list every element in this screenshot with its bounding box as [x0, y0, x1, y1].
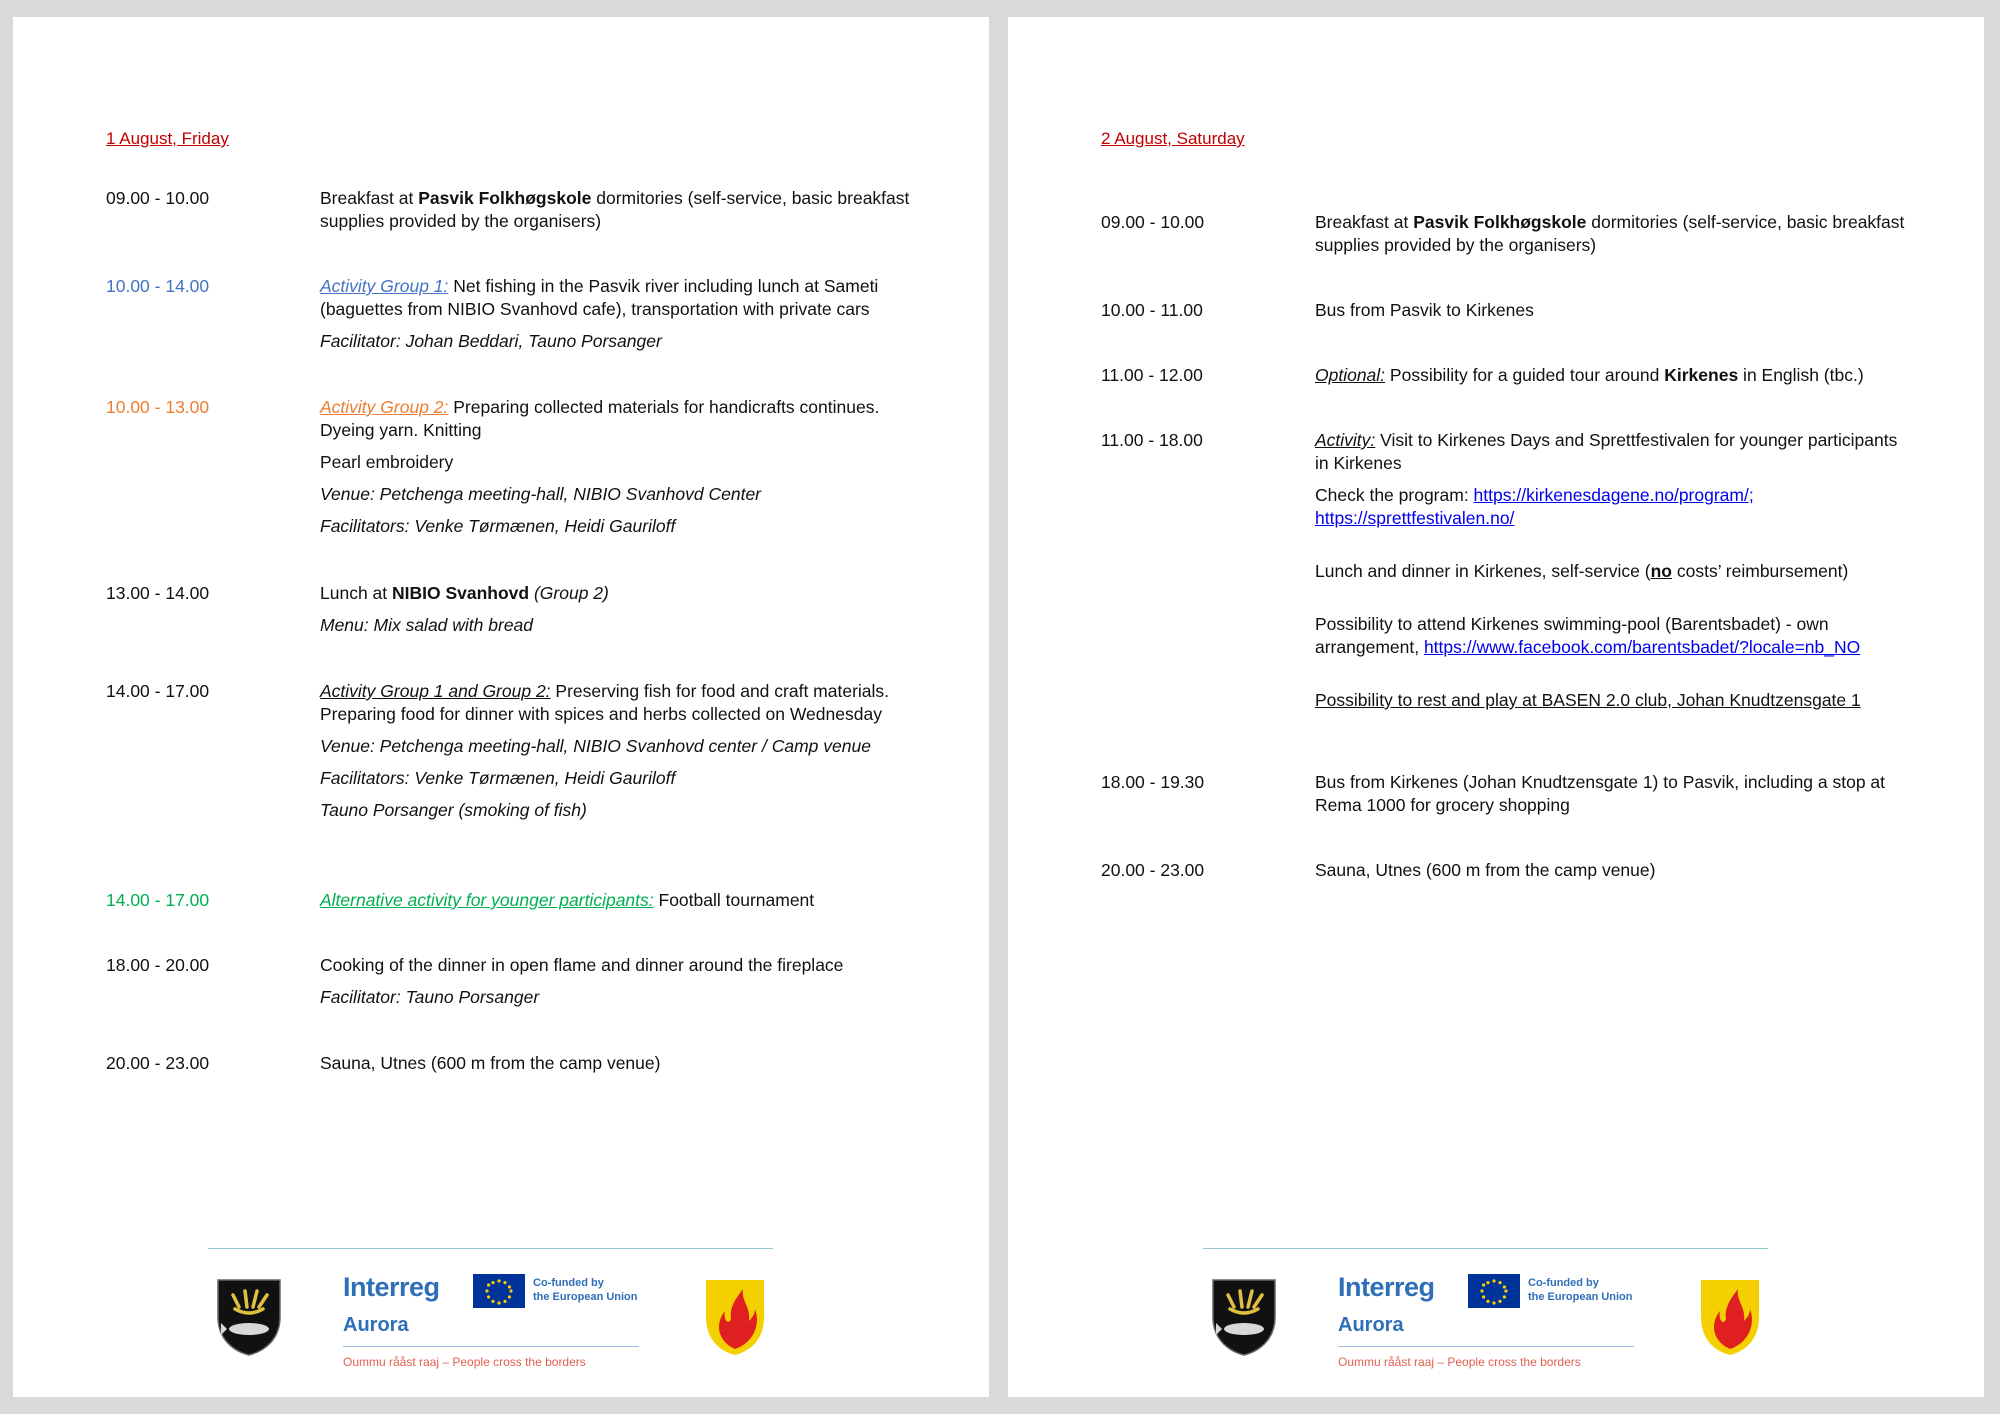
- tagline: Oummu rååst raaj – People cross the borders: [343, 1355, 586, 1369]
- activity-label: Activity Group 1 and Group 2:: [320, 681, 551, 701]
- entry-text: Bus from Pasvik to Kirkenes: [1315, 300, 1534, 320]
- group-note: (Group 2): [529, 583, 609, 603]
- entry-text: Lunch and dinner in Kirkenes, self-service (: [1315, 561, 1651, 581]
- day-title: 2 August, Saturday: [1101, 129, 1245, 148]
- entry-body: [1315, 299, 1905, 331]
- entry-body: [1315, 429, 1905, 721]
- municipality-crest-icon: [215, 1277, 283, 1357]
- entry-time: 18.00 - 19.30: [1101, 772, 1205, 792]
- interreg-wordmark: Interreg: [343, 1272, 440, 1302]
- entry-body: [320, 889, 910, 921]
- entry-text: Football tournament: [653, 890, 815, 910]
- activity-label: Activity Group 2:: [320, 397, 449, 417]
- cofunded-text: [533, 1276, 638, 1304]
- kirkenesdagene-link[interactable]: https://kirkenesdagene.no/program/;: [1473, 485, 1754, 505]
- cofunded-line-2: the European Union: [533, 1291, 638, 1303]
- entry-text: Breakfast at: [320, 188, 419, 208]
- cofunded-line-2: the European Union: [1528, 1291, 1633, 1303]
- entry-text: Preparing collected materials for handicrafts continues. Dyeing yarn. Knitting: [320, 397, 880, 440]
- county-crest-icon: [1696, 1277, 1764, 1357]
- entry-body: [320, 396, 910, 547]
- activity-label: Activity Group 1:: [320, 276, 449, 296]
- tagline: Oummu rååst raaj – People cross the borders: [1338, 1355, 1581, 1369]
- cofunded-line-1: Co-funded by: [1528, 1277, 1599, 1289]
- entry-text: Possibility for a guided tour around: [1385, 365, 1665, 385]
- page-1: [13, 17, 989, 1397]
- entry-note: Facilitator: Tauno Porsanger: [320, 987, 540, 1007]
- logo-divider: [1338, 1346, 1634, 1347]
- footer-divider: [1203, 1248, 1768, 1249]
- municipality-crest-icon: [1210, 1277, 1278, 1357]
- eu-flag-icon: [473, 1274, 525, 1308]
- entry-time: 20.00 - 23.00: [1101, 860, 1205, 880]
- entry-body: [1315, 771, 1905, 826]
- entry-text: Pearl embroidery: [320, 452, 454, 472]
- entry-text: Possibility to rest and play at BASEN 2.0 club, Johan Knudtzensgate 1: [1315, 690, 1861, 710]
- entry-note: Venue: Petchenga meeting-hall, NIBIO Svanhovd center / Camp venue: [320, 736, 871, 756]
- eu-flag-icon: [1468, 1274, 1520, 1308]
- interreg-wordmark: Interreg: [1338, 1272, 1435, 1302]
- entry-body: [320, 954, 910, 1018]
- logo-divider: [343, 1346, 639, 1347]
- entry-text: dormitories (self-service, basic breakfast supplies provided by the organisers): [320, 188, 910, 231]
- entry-text: in English (tbc.): [1738, 365, 1864, 385]
- footer-divider: [208, 1248, 773, 1249]
- entry-body: [320, 1052, 910, 1084]
- entry-text: Sauna, Utnes (600 m from the camp venue): [1315, 860, 1656, 880]
- entry-text: Possibility to attend Kirkenes swimming-pool (Barentsbadet) - own arrangement,: [1315, 614, 1829, 657]
- entry-text: Cooking of the dinner in open flame and dinner around the fireplace: [320, 955, 844, 975]
- entry-time: 11.00 - 12.00: [1101, 365, 1203, 385]
- entry-time: 13.00 - 14.00: [106, 583, 210, 603]
- entry-time: 20.00 - 23.00: [106, 1053, 210, 1073]
- venue-name: NIBIO Svanhovd: [392, 583, 530, 603]
- entry-text: Breakfast at: [1315, 212, 1414, 232]
- activity-label: Activity:: [1315, 430, 1376, 450]
- entry-time: 11.00 - 18.00: [1101, 430, 1203, 450]
- entry-note: Venue: Petchenga meeting-hall, NIBIO Svanhovd Center: [320, 484, 762, 504]
- entry-text: Sauna, Utnes (600 m from the camp venue): [320, 1053, 661, 1073]
- entry-note: Tauno Porsanger (smoking of fish): [320, 800, 587, 820]
- emphasis-text: no: [1650, 561, 1672, 581]
- interreg-logo: [1338, 1262, 1663, 1372]
- entry-text: Visit to Kirkenes Days and Sprettfestivalen for younger participants in Kirkenes: [1315, 430, 1898, 473]
- interreg-logo: [343, 1262, 668, 1372]
- entry-body: [320, 275, 910, 362]
- entry-time: 09.00 - 10.00: [106, 188, 210, 208]
- entry-text: Check the program:: [1315, 485, 1474, 505]
- entry-body: [320, 582, 910, 646]
- entry-body: [1315, 859, 1905, 891]
- page-2: [1008, 17, 1984, 1397]
- aurora-wordmark: Aurora: [343, 1314, 409, 1336]
- entry-time: 10.00 - 13.00: [106, 397, 210, 417]
- venue-name: Pasvik Folkhøgskole: [418, 188, 592, 208]
- cofunded-line-1: Co-funded by: [533, 1277, 604, 1289]
- entry-time: 14.00 - 17.00: [106, 890, 210, 910]
- entry-time: 09.00 - 10.00: [1101, 212, 1205, 232]
- entry-note: Menu: Mix salad with bread: [320, 615, 534, 635]
- activity-label: Alternative activity for younger participants:: [320, 890, 654, 910]
- entry-time: 10.00 - 14.00: [106, 276, 210, 296]
- entry-text: Lunch at: [320, 583, 392, 603]
- entry-text: costs’ reimbursement): [1671, 561, 1849, 581]
- entry-time: 10.00 - 11.00: [1101, 300, 1203, 320]
- entry-body: [320, 680, 910, 831]
- entry-body: [1315, 364, 1905, 396]
- entry-text: Bus from Kirkenes (Johan Knudtzensgate 1) to Pasvik, including a stop at Rema 1000 for grocery shopping: [1315, 772, 1886, 815]
- entry-text: Net fishing in the Pasvik river including lunch at Sameti (baguettes from NIBIO Svanhovd cafe), transportation with private cars: [320, 276, 879, 319]
- county-crest-icon: [701, 1277, 769, 1357]
- entry-text: Preserving fish for food and craft materials. Preparing food for dinner with spices and herbs collected on Wednesday: [320, 681, 890, 724]
- entry-text: dormitories (self-service, basic breakfast supplies provided by the organisers): [1315, 212, 1905, 255]
- sprettfestivalen-link[interactable]: https://sprettfestivalen.no/: [1315, 508, 1515, 528]
- entry-body: [320, 187, 910, 242]
- entry-time: 14.00 - 17.00: [106, 681, 210, 701]
- entry-note: Facilitator: Johan Beddari, Tauno Porsanger: [320, 331, 662, 351]
- entry-note: Facilitators: Venke Tørmænen, Heidi Gauriloff: [320, 516, 676, 536]
- entry-time: 18.00 - 20.00: [106, 955, 210, 975]
- entry-body: [1315, 211, 1905, 266]
- cofunded-text: [1528, 1276, 1633, 1304]
- barentsbadet-link[interactable]: https://www.facebook.com/barentsbadet/?locale=nb_NO: [1423, 637, 1861, 657]
- aurora-wordmark: Aurora: [1338, 1314, 1404, 1336]
- place-name: Kirkenes: [1664, 365, 1739, 385]
- activity-label: Optional:: [1315, 365, 1386, 385]
- venue-name: Pasvik Folkhøgskole: [1413, 212, 1587, 232]
- entry-note: Facilitators: Venke Tørmænen, Heidi Gauriloff: [320, 768, 676, 788]
- day-title: 1 August, Friday: [106, 129, 229, 148]
